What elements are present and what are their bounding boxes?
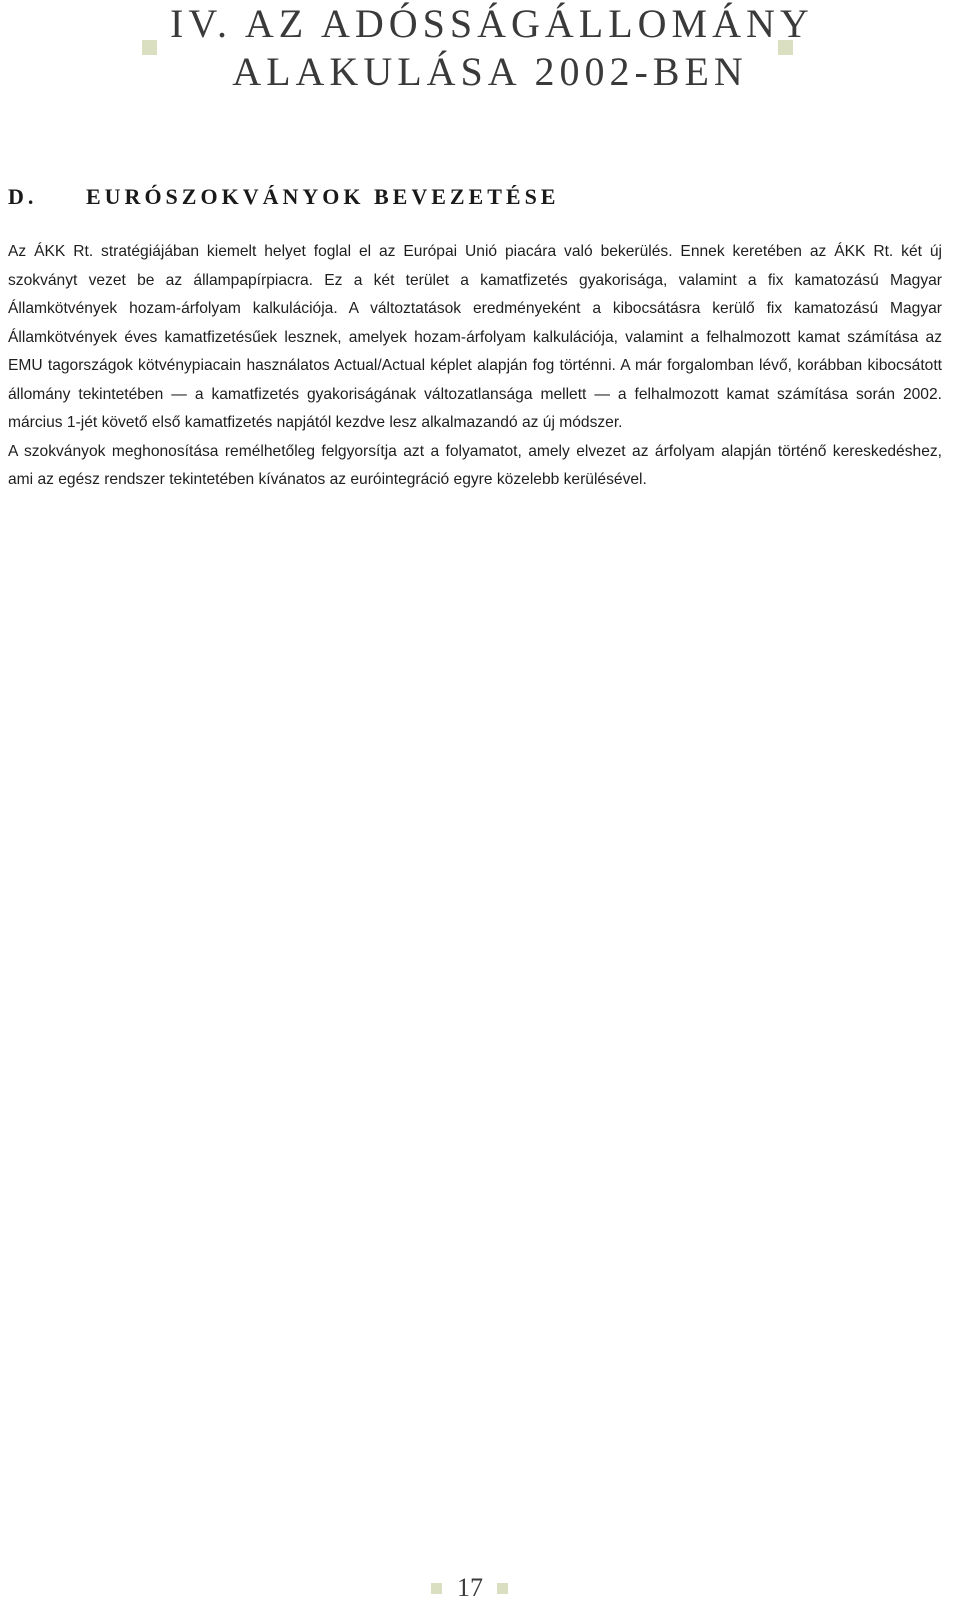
chapter-title-line-2: ALAKULÁSA 2002-BEN bbox=[232, 49, 748, 94]
page-number: 17 bbox=[457, 1573, 483, 1602]
footer-square-right bbox=[497, 1583, 508, 1594]
section-title: EURÓSZOKVÁNYOK BEVEZETÉSE bbox=[86, 184, 560, 209]
section-heading bbox=[8, 184, 559, 210]
decorative-square-left bbox=[142, 40, 157, 55]
paragraph: A szokványok meghonosítása remélhetőleg felgyorsítja azt a folyamatot, amely elvezet az árfolyam alapján történő kereskedéshez, ami az egész rendszer tekintetében kívánatos az euróintegráció egyre közelebb kerülésével. bbox=[8, 442, 942, 488]
chapter-title-line-1: IV. AZ ADÓSSÁGÁLLOMÁNY bbox=[170, 1, 814, 46]
section-letter: D. bbox=[8, 184, 38, 209]
paragraph: Az ÁKK Rt. stratégiájában kiemelt helyet foglal el az Európai Unió piacára való bekerülés. Ennek keretében az ÁKK Rt. két új szokványt vezet be az állampapírpiacra. Ez a két terület a kamatfizetés gyakorisága, valamint a fix kamatozású Magyar Államkötvények hozam-árfolyam kalkulációja. A változtatások eredményeként a kibocsátásra kerülő fix kamatozású Magyar Államkötvények éves kamatfizetésűek lesznek, amelyek hozam-árfolyam kalkulációja, valamint a felhalmozott kamat számítása az EMU tagországok kötvénypiacain használatos Actual/Actual képlet alapján fog történni. A már forgalomban lévő, korábban kibocsátott állomány tekintetében — a kamatfizetés gyakoriságának változatlansága mellett — a felhalmozott kamat számítása során 2002. március 1-jét követő első kamatfizetés napjától kezdve lesz alkalmazandó az új módszer. bbox=[8, 243, 942, 431]
page-footer bbox=[0, 1568, 960, 1608]
chapter-title bbox=[170, 0, 814, 96]
body-text bbox=[8, 238, 942, 495]
